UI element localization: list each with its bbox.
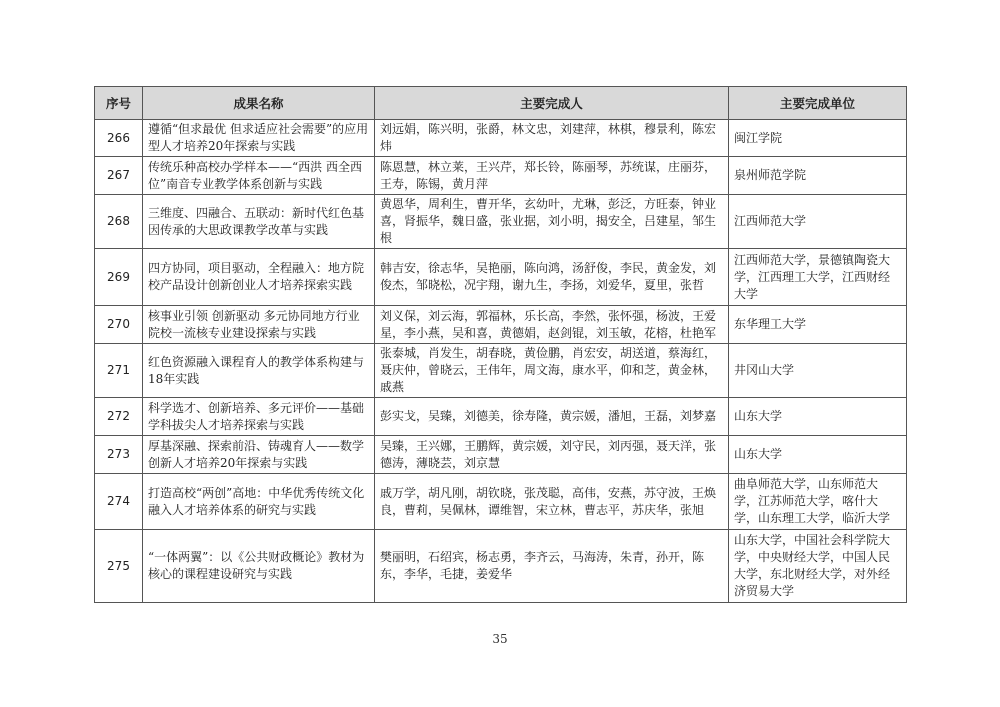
contributors: 刘义保，刘云海，郭福林，乐长高，李然，张怀强，杨波，王爱星，李小燕，吴和喜，黄德娟，赵剑锟，刘玉敏，花榕，杜艳军	[375, 306, 729, 344]
table-row	[95, 474, 907, 530]
units: 泉州师范学院	[729, 157, 907, 195]
row-number: 271	[95, 344, 143, 398]
units: 江西师范大学，景德镇陶瓷大学，江西理工大学，江西财经大学	[729, 249, 907, 306]
table-row	[95, 344, 907, 398]
units: 山东大学	[729, 436, 907, 474]
header-main-units: 主要完成单位	[729, 87, 907, 120]
units: 闽江学院	[729, 120, 907, 157]
row-number: 270	[95, 306, 143, 344]
contributors: 韩吉安，徐志华，吴艳丽，陈向鸿，汤舒俊，李民，黄金发，刘俊杰，邹晓松，况宇翔，谢九生，李扬，刘爱华，夏里，张哲	[375, 249, 729, 306]
units: 江西师范大学	[729, 195, 907, 249]
achievement-title: 科学选才、创新培养、多元评价——基础学科拔尖人才培养探索与实践	[143, 398, 375, 436]
achievement-title: 四方协同，项目驱动，全程融入：地方院校产品设计创新创业人才培养探索实践	[143, 249, 375, 306]
achievement-title: 三维度、四融合、五联动：新时代红色基因传承的大思政课教学改革与实践	[143, 195, 375, 249]
achievement-title: 打造高校“两创”高地：中华优秀传统文化融入人才培养体系的研究与实践	[143, 474, 375, 530]
table-header	[95, 87, 907, 120]
header-achievement-name: 成果名称	[143, 87, 375, 120]
units: 曲阜师范大学，山东师范大学，江苏师范大学，喀什大学，山东理工大学，临沂大学	[729, 474, 907, 530]
contributors: 吴臻，王兴娜，王鹏辉，黄宗媛，刘守民，刘丙强，聂天洋，张德涛，薄晓芸，刘京慧	[375, 436, 729, 474]
table-row	[95, 530, 907, 603]
units: 山东大学	[729, 398, 907, 436]
table-row	[95, 249, 907, 306]
contributors: 黄恩华，周利生，曹开华，玄幼叶，尤琳，彭泛，方旺泰，钟业喜，肾振华，魏日盛，张业据，刘小明，揭安全，吕建星，邹生根	[375, 195, 729, 249]
achievement-title: 核事业引领 创新驱动 多元协同地方行业院校一流核专业建设探索与实践	[143, 306, 375, 344]
table-row	[95, 195, 907, 249]
contributors: 彭实戈，吴臻，刘德美，徐寿隆，黄宗媛，潘旭，王磊，刘梦嘉	[375, 398, 729, 436]
contributors: 刘远娟，陈兴明，张爵，林文忠，刘建萍，林棋，穆景利，陈宏炜	[375, 120, 729, 157]
table-row	[95, 398, 907, 436]
achievement-title: “一体两翼”：以《公共财政概论》教材为核心的课程建设研究与实践	[143, 530, 375, 603]
table-body	[95, 120, 907, 603]
row-number: 274	[95, 474, 143, 530]
units: 山东大学，中国社会科学院大学，中央财经大学，中国人民大学，东北财经大学，对外经济贸易大学	[729, 530, 907, 603]
row-number: 275	[95, 530, 143, 603]
contributors: 戚万学，胡凡刚，胡钦晓，张茂聪，高伟，安燕，苏守波，王焕良，曹莉，吴佩林，谭维智，宋立林，曹志平，苏庆华，张旭	[375, 474, 729, 530]
row-number: 273	[95, 436, 143, 474]
table-row	[95, 120, 907, 157]
row-number: 269	[95, 249, 143, 306]
header-main-contributors: 主要完成人	[375, 87, 729, 120]
units: 井冈山大学	[729, 344, 907, 398]
header-serial-number: 序号	[95, 87, 143, 120]
page-number: 35	[492, 632, 508, 646]
row-number: 268	[95, 195, 143, 249]
contributors: 陈恩慧，林立莱，王兴芹，郑长铃，陈丽琴，苏统谋，庄丽芬，王寿，陈锡，黄月萍	[375, 157, 729, 195]
row-number: 267	[95, 157, 143, 195]
achievement-title: 厚基深融、探索前沿、铸魂育人——数学创新人才培养20年探索与实践	[143, 436, 375, 474]
table-row	[95, 306, 907, 344]
row-number: 272	[95, 398, 143, 436]
achievement-title: 遵循“但求最优 但求适应社会需要”的应用型人才培养20年探索与实践	[143, 120, 375, 157]
awards-table	[94, 86, 907, 603]
row-number: 266	[95, 120, 143, 157]
achievement-title: 传统乐种高校办学样本——“西洪 西全西位”南音专业教学体系创新与实践	[143, 157, 375, 195]
table-row	[95, 436, 907, 474]
units: 东华理工大学	[729, 306, 907, 344]
contributors: 张泰城，肖发生，胡春晓，黄俭鹏，肖宏安，胡送道，蔡海红，聂庆仲，曾晓云，王伟年，周文海，康水平，仰和芝，黄金林，戚燕	[375, 344, 729, 398]
table-row	[95, 157, 907, 195]
contributors: 樊丽明，石绍宾，杨志勇，李齐云，马海涛，朱青，孙开，陈东，李华，毛捷，姜爱华	[375, 530, 729, 603]
achievement-title: 红色资源融入课程育人的教学体系构建与18年实践	[143, 344, 375, 398]
